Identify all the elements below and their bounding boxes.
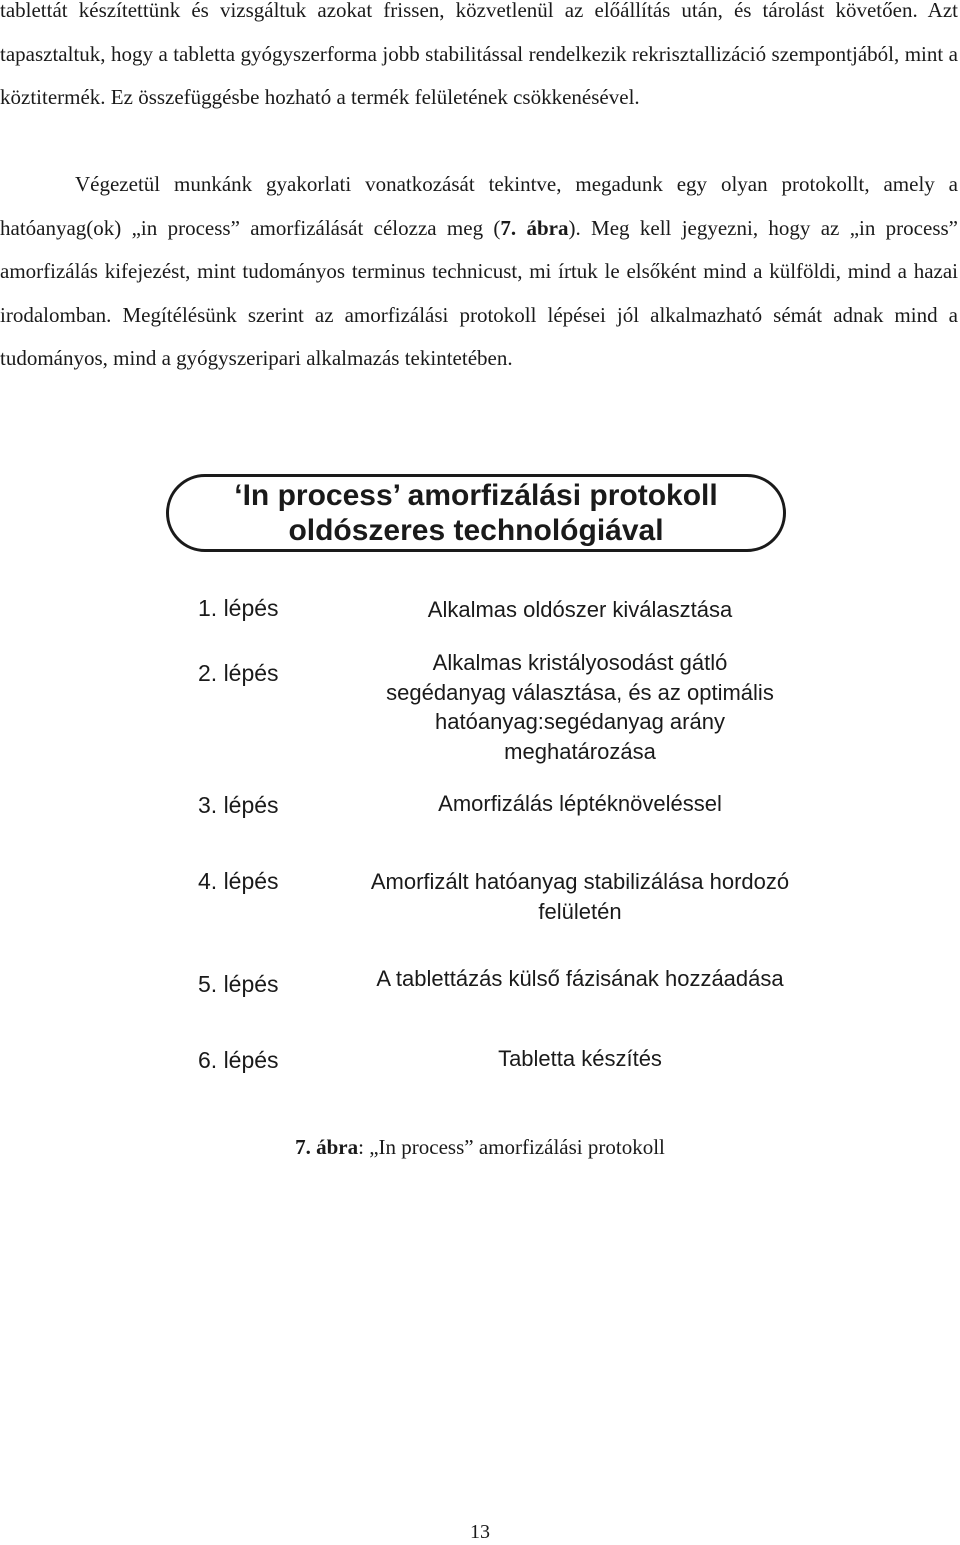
caption-label: 7. ábra (295, 1135, 359, 1159)
step-6-description: Tabletta készítés (498, 1046, 662, 1071)
step-3-label: 3. lépés (198, 792, 279, 818)
page-number: 13 (470, 1521, 490, 1543)
step-4-label: 4. lépés (198, 868, 279, 894)
step-5-description: A tablettázás külső fázisának hozzáadása (376, 966, 784, 991)
figure-reference: 7. ábra (500, 215, 569, 240)
body-paragraph-2 (0, 163, 958, 381)
step-5-label: 5. lépés (198, 971, 279, 997)
step-2-label: 2. lépés (198, 660, 279, 686)
protocol-title-box (166, 474, 786, 552)
step-4-description: Amorfizált hatóanyag stabilizálása hordozó felületén (370, 869, 790, 924)
protocol-title-line-2: oldószeres technológiával (288, 514, 664, 547)
paragraph-text-after-ref: ). Meg kell jegyezni, hogy az „in process” amorfizálás kifejezést, mint tudományos terminus technicust, mi írtuk le elsőként mind a külföldi, mind a hazai irodalomban. Megítélésünk szerint az amorfizálási protokoll lépései jól alkalmazható sémát adnak mind a tudományos, mind a gyógyszeripari alkalmazás tekintetében. (0, 215, 958, 370)
body-paragraph-1: tablettát készítettünk és vizsgáltuk azokat frissen, közvetlenül az előállítás után, és tárolást követően. Azt tapasztaltuk, hogy a tabletta gyógyszerforma jobb stabilitással rendelkezik rekrisztallizáció szempontjából, mint a köztitermék. Ez összefüggésbe hozható a termék felületének csökkenésével. (0, 0, 958, 109)
step-6-label: 6. lépés (198, 1047, 279, 1073)
caption-separator: : (358, 1135, 364, 1159)
figure-caption (0, 1133, 960, 1161)
protocol-title-line-1: ‘In process’ amorfizálási protokoll (234, 479, 718, 512)
step-2-description: Alkalmas kristályosodást gátló segédanyag választása, és az optimális hatóanyag:segédanyag arány meghatározása (386, 650, 774, 764)
step-1-label: 1. lépés (198, 595, 279, 621)
step-1-description: Alkalmas oldószer kiválasztása (427, 597, 733, 622)
caption-text: „In process” amorfizálási protokoll (363, 1135, 665, 1159)
step-3-description: Amorfizálás léptéknöveléssel (438, 791, 722, 816)
paragraph-text-before-ref: Végezetül munkánk gyakorlati vonatkozását tekintve, megadunk egy olyan protokollt, amely a hatóanyag(ok) „in process” amorfizálását célozza meg ( (0, 172, 958, 240)
